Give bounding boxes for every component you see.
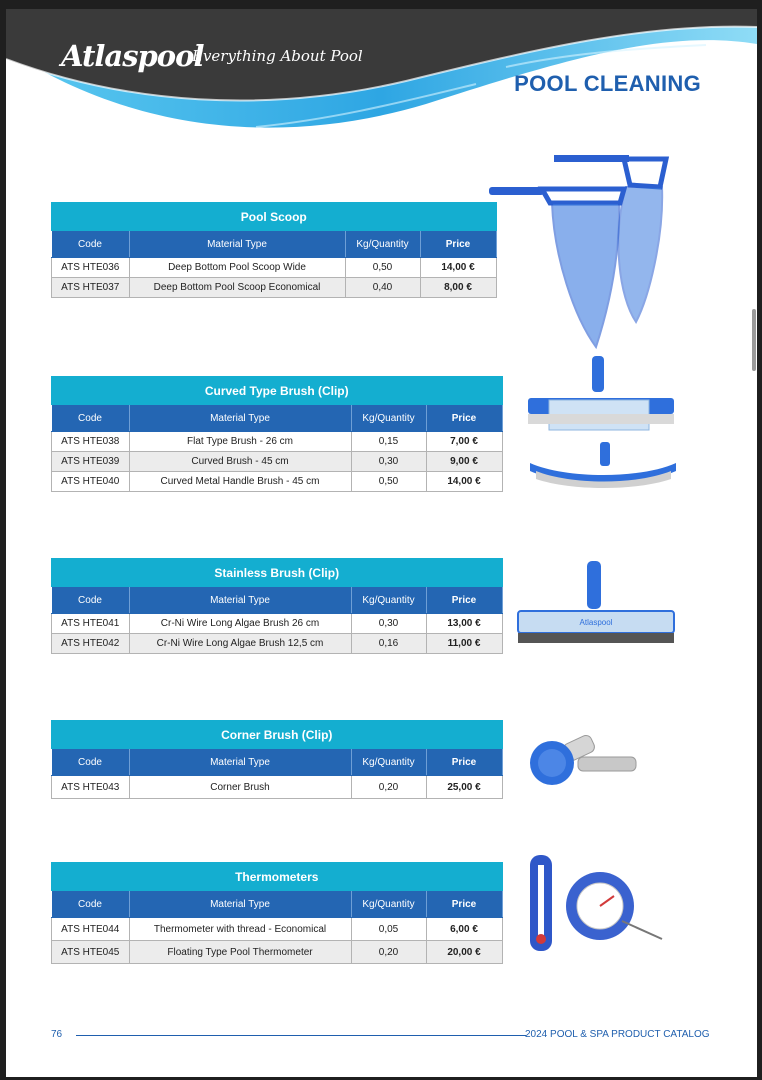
column-header-kg: Kg/Quantity	[351, 749, 426, 776]
brand-logo: Atlaspool	[61, 39, 204, 73]
table-row	[52, 776, 503, 799]
cell-code: ATS HTE041	[52, 614, 130, 634]
cell-material: Floating Type Pool Thermometer	[129, 941, 351, 964]
cell-material: Deep Bottom Pool Scoop Wide	[129, 258, 345, 278]
column-header-price: Price	[426, 405, 502, 432]
column-header-material: Material Type	[129, 405, 351, 432]
footer-divider	[76, 1035, 526, 1036]
table-title: Pool Scoop	[52, 203, 497, 231]
cell-price: 11,00 €	[426, 634, 502, 654]
product-table-pool-scoop	[51, 202, 497, 298]
column-header-code: Code	[52, 231, 130, 258]
table-row	[52, 278, 497, 298]
corner-brush-image	[526, 727, 641, 792]
cell-code: ATS HTE038	[52, 432, 130, 452]
table-row	[52, 941, 503, 964]
cell-code: ATS HTE036	[52, 258, 130, 278]
column-header-price: Price	[426, 749, 502, 776]
column-header-kg: Kg/Quantity	[351, 405, 426, 432]
table-row	[52, 432, 503, 452]
cell-material: Flat Type Brush - 26 cm	[129, 432, 351, 452]
cell-kg: 0,05	[351, 918, 426, 941]
column-header-material: Material Type	[129, 231, 345, 258]
table-row	[52, 258, 497, 278]
column-header-material: Material Type	[129, 749, 351, 776]
cell-kg: 0,50	[351, 472, 426, 492]
page-header	[6, 9, 757, 139]
cell-kg: 0,20	[351, 941, 426, 964]
catalog-title: 2024 POOL & SPA PRODUCT CATALOG	[525, 1029, 710, 1040]
cell-price: 9,00 €	[426, 452, 502, 472]
cell-price: 6,00 €	[426, 918, 502, 941]
column-header-code: Code	[52, 587, 130, 614]
cell-material: Cr-Ni Wire Long Algae Brush 26 cm	[129, 614, 351, 634]
page-number: 76	[51, 1029, 63, 1040]
column-header-price: Price	[426, 891, 502, 918]
product-table-corner-brush	[51, 720, 503, 799]
cell-code: ATS HTE040	[52, 472, 130, 492]
cell-kg: 0,40	[345, 278, 420, 298]
cell-material: Curved Brush - 45 cm	[129, 452, 351, 472]
table-row	[52, 452, 503, 472]
column-header-code: Code	[52, 891, 130, 918]
brand-tagline: Everything About Pool	[192, 47, 363, 65]
cell-price: 14,00 €	[420, 258, 496, 278]
cell-material: Cr-Ni Wire Long Algae Brush 12,5 cm	[129, 634, 351, 654]
cell-kg: 0,16	[351, 634, 426, 654]
column-header-price: Price	[420, 231, 496, 258]
cell-code: ATS HTE039	[52, 452, 130, 472]
product-table-thermometers	[51, 862, 503, 964]
cell-material: Thermometer with thread - Economical	[129, 918, 351, 941]
table-row	[52, 634, 503, 654]
cell-code: ATS HTE037	[52, 278, 130, 298]
scrollbar-thumb[interactable]	[752, 309, 756, 371]
cell-price: 8,00 €	[420, 278, 496, 298]
product-table-stainless-brush	[51, 558, 503, 654]
catalog-page	[6, 9, 757, 1077]
cell-code: ATS HTE043	[52, 776, 130, 799]
table-row	[52, 918, 503, 941]
cell-price: 20,00 €	[426, 941, 502, 964]
cell-price: 14,00 €	[426, 472, 502, 492]
cell-material: Curved Metal Handle Brush - 45 cm	[129, 472, 351, 492]
table-row	[52, 472, 503, 492]
product-table-curved-brush	[51, 376, 503, 492]
cell-price: 13,00 €	[426, 614, 502, 634]
cell-kg: 0,15	[351, 432, 426, 452]
svg-text:Atlaspool: Atlaspool	[579, 618, 613, 627]
thermometers-image	[522, 851, 667, 953]
pool-scoop-image	[484, 147, 674, 352]
page-title: POOL CLEANING	[514, 71, 701, 96]
cell-price: 7,00 €	[426, 432, 502, 452]
cell-code: ATS HTE045	[52, 941, 130, 964]
table-row	[52, 614, 503, 634]
curved-brush-image	[526, 439, 681, 489]
column-header-kg: Kg/Quantity	[351, 587, 426, 614]
column-header-material: Material Type	[129, 891, 351, 918]
cell-code: ATS HTE044	[52, 918, 130, 941]
column-header-code: Code	[52, 405, 130, 432]
column-header-kg: Kg/Quantity	[345, 231, 420, 258]
column-header-code: Code	[52, 749, 130, 776]
cell-price: 25,00 €	[426, 776, 502, 799]
column-header-material: Material Type	[129, 587, 351, 614]
table-title: Stainless Brush (Clip)	[52, 559, 503, 587]
stainless-brush-image	[512, 559, 680, 651]
cell-kg: 0,30	[351, 614, 426, 634]
cell-code: ATS HTE042	[52, 634, 130, 654]
cell-kg: 0,30	[351, 452, 426, 472]
flat-brush-image	[524, 354, 679, 434]
cell-material: Deep Bottom Pool Scoop Economical	[129, 278, 345, 298]
table-title: Corner Brush (Clip)	[52, 721, 503, 749]
cell-kg: 0,20	[351, 776, 426, 799]
table-title: Thermometers	[52, 863, 503, 891]
table-title: Curved Type Brush (Clip)	[52, 377, 503, 405]
cell-kg: 0,50	[345, 258, 420, 278]
cell-material: Corner Brush	[129, 776, 351, 799]
column-header-kg: Kg/Quantity	[351, 891, 426, 918]
column-header-price: Price	[426, 587, 502, 614]
